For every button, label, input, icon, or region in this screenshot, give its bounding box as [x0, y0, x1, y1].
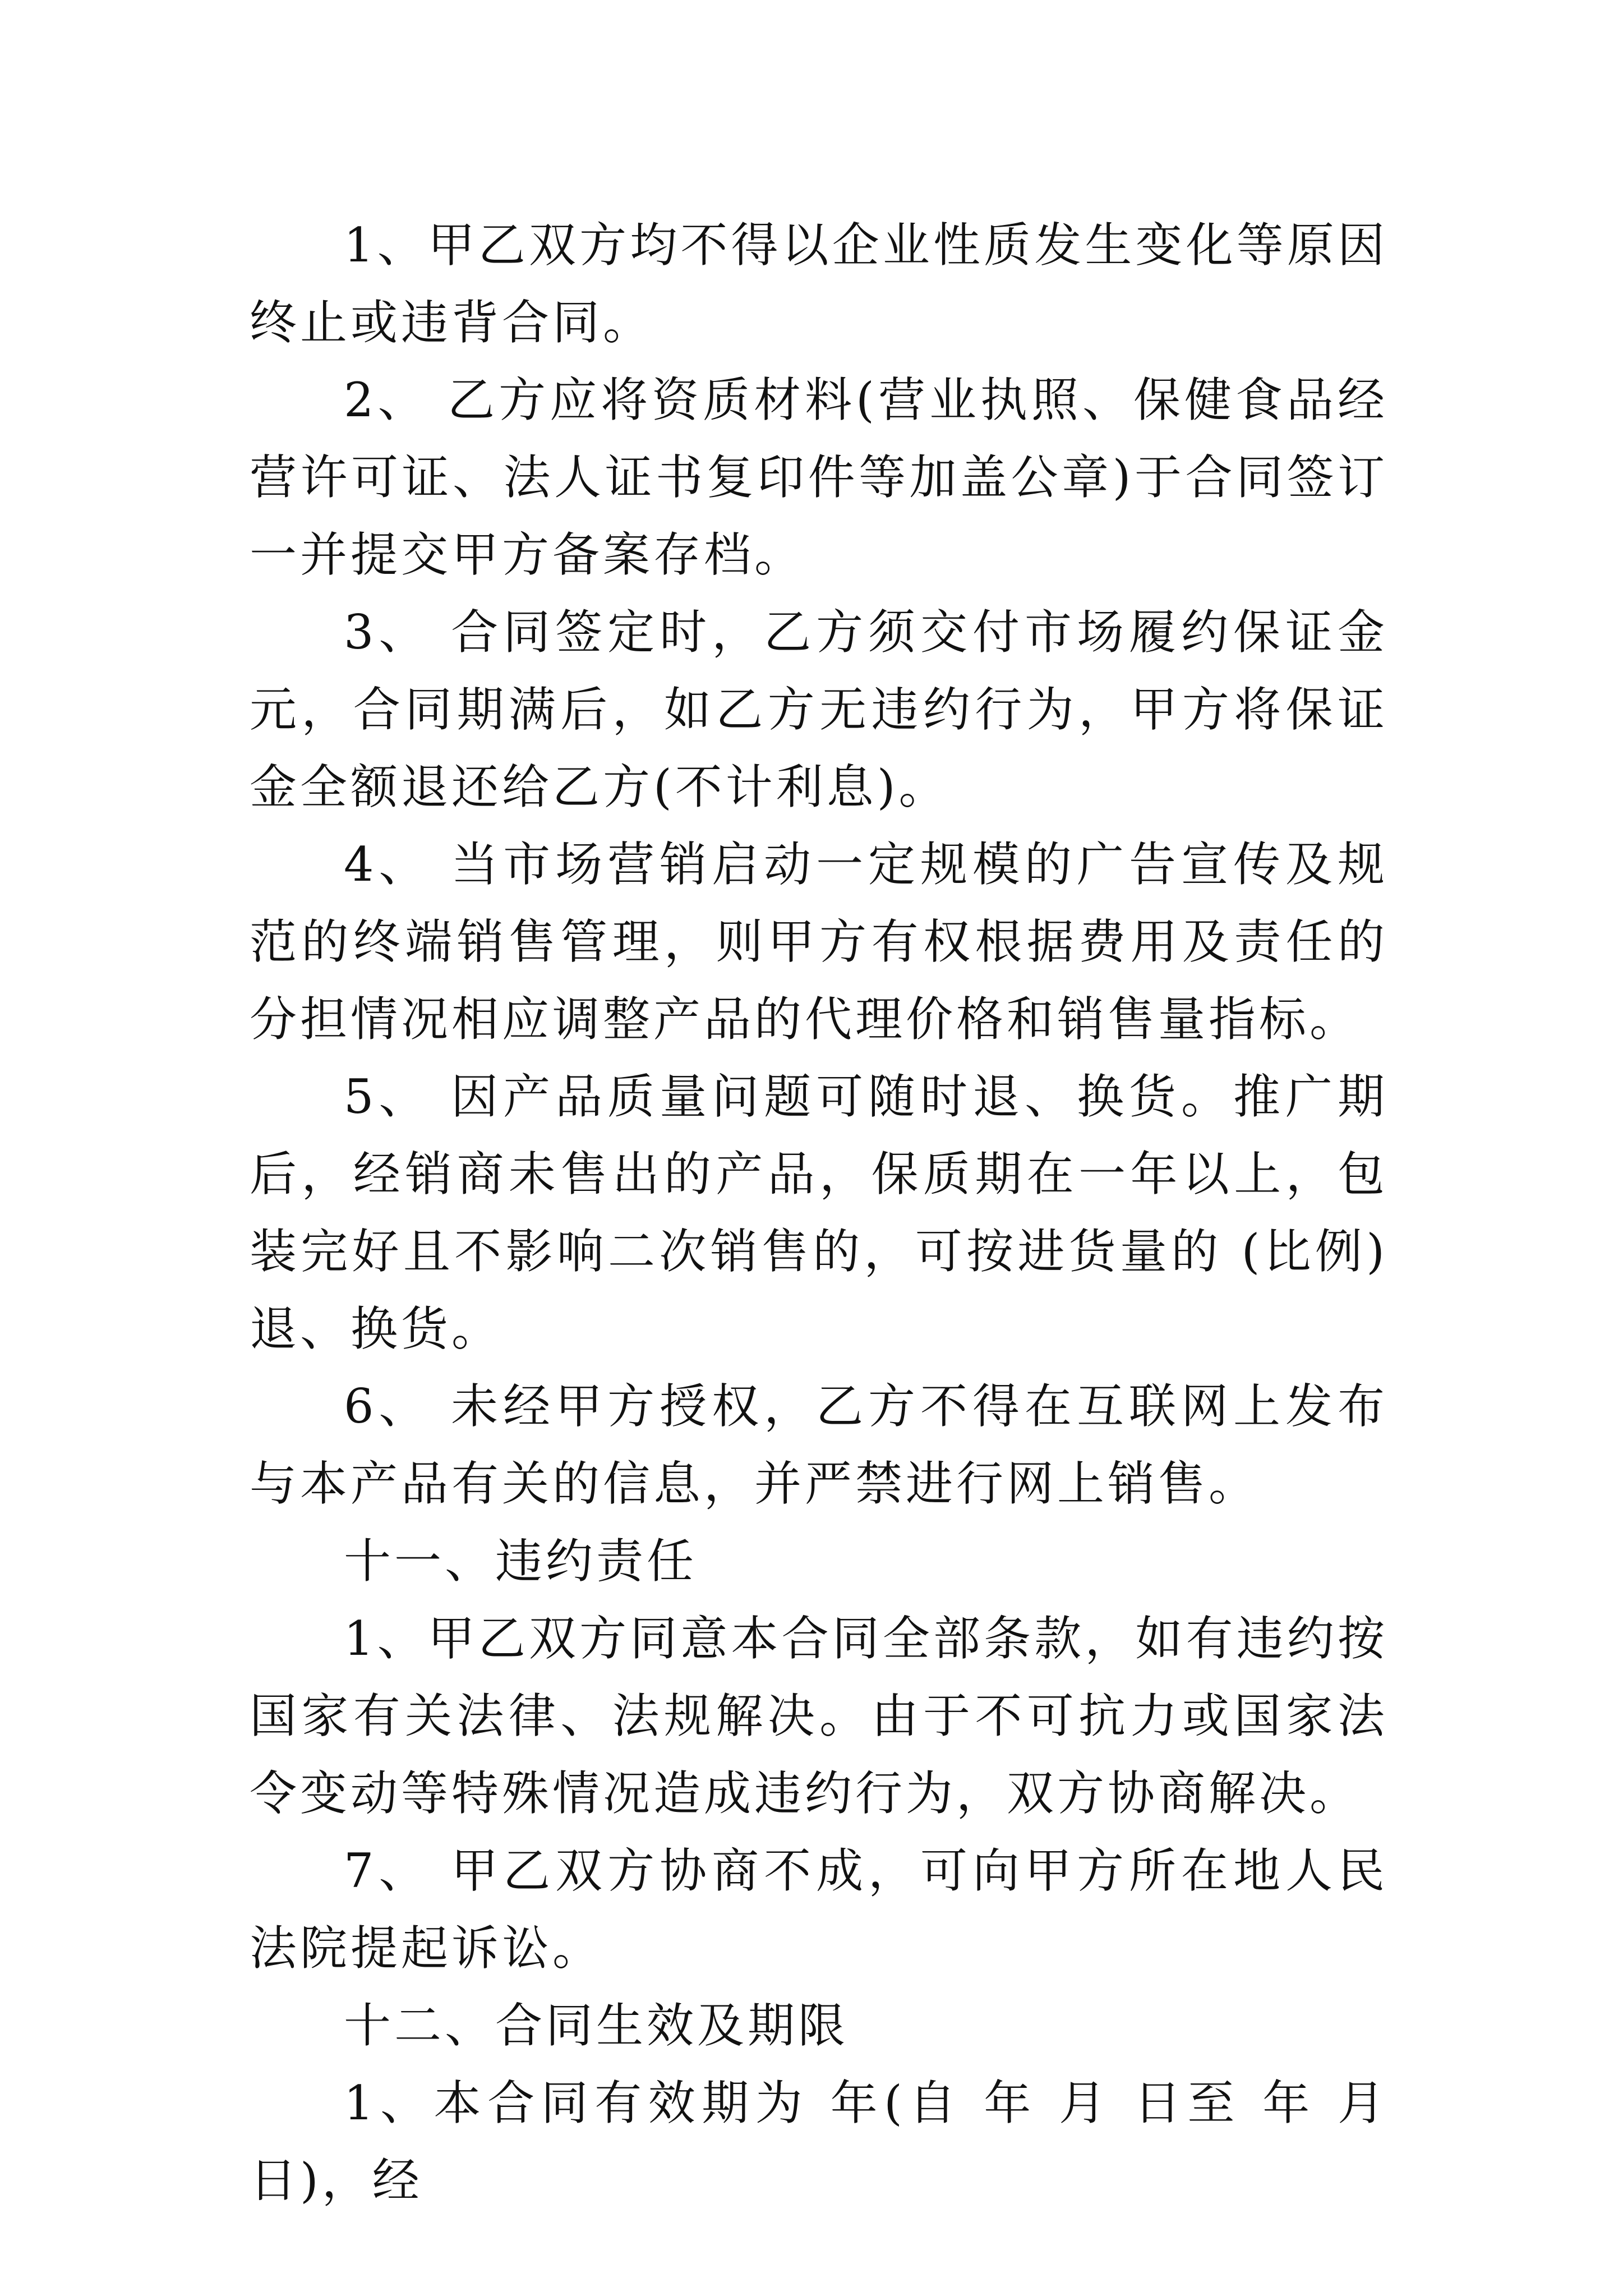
clause-2-qualification-materials: 2、 乙方应将资质材料(营业执照、保健食品经营许可证、法人证书复印件等加盖公章)于合同签订一并提交甲方备案存档。: [250, 372, 1388, 582]
clause-3-performance-deposit: 3、 合同签定时，乙方须交付市场履约保证金 元，合同期满后，如乙方无违约行为，甲方将保证金全额退还给乙方(不计利息)。: [250, 605, 1388, 815]
section-heading-effect-term: 十二、合同生效及期限: [344, 1998, 849, 2053]
clause-5-returns-exchanges: 5、 因产品质量问题可随时退、换货。推广期后，经销商未售出的产品，保质期在一年以上，包装完好且不影响二次销售的，可按进货量的 (比例)退、换货。: [250, 1069, 1388, 1356]
document-body: [250, 206, 1388, 2219]
term-clause-1: 1、本合同有效期为 年(自 年 月 日至 年 月 日)，经: [250, 2076, 1388, 2208]
liability-clause-7: 7、 甲乙双方协商不成，可向甲方所在地人民法院提起诉讼。: [250, 1843, 1388, 1976]
clause-1-no-termination: 1、甲乙双方均不得以企业性质发生变化等原因终止或违背合同。: [250, 218, 1388, 350]
liability-clause-1: 1、甲乙双方同意本合同全部条款，如有违约按国家有关法律、法规解决。由于不可抗力或国家法令变动等特殊情况造成违约行为，双方协商解决。: [250, 1611, 1388, 1821]
clause-4-price-adjustment: 4、 当市场营销启动一定规模的广告宣传及规范的终端销售管理，则甲方有权根据费用及责任的分担情况相应调整产品的代理价格和销售量指标。: [250, 837, 1388, 1047]
clause-6-online-sales-ban: 6、 未经甲方授权，乙方不得在互联网上发布与本产品有关的信息，并严禁进行网上销售。: [250, 1379, 1388, 1511]
section-heading-liability: 十一、违约责任: [344, 1534, 698, 1589]
